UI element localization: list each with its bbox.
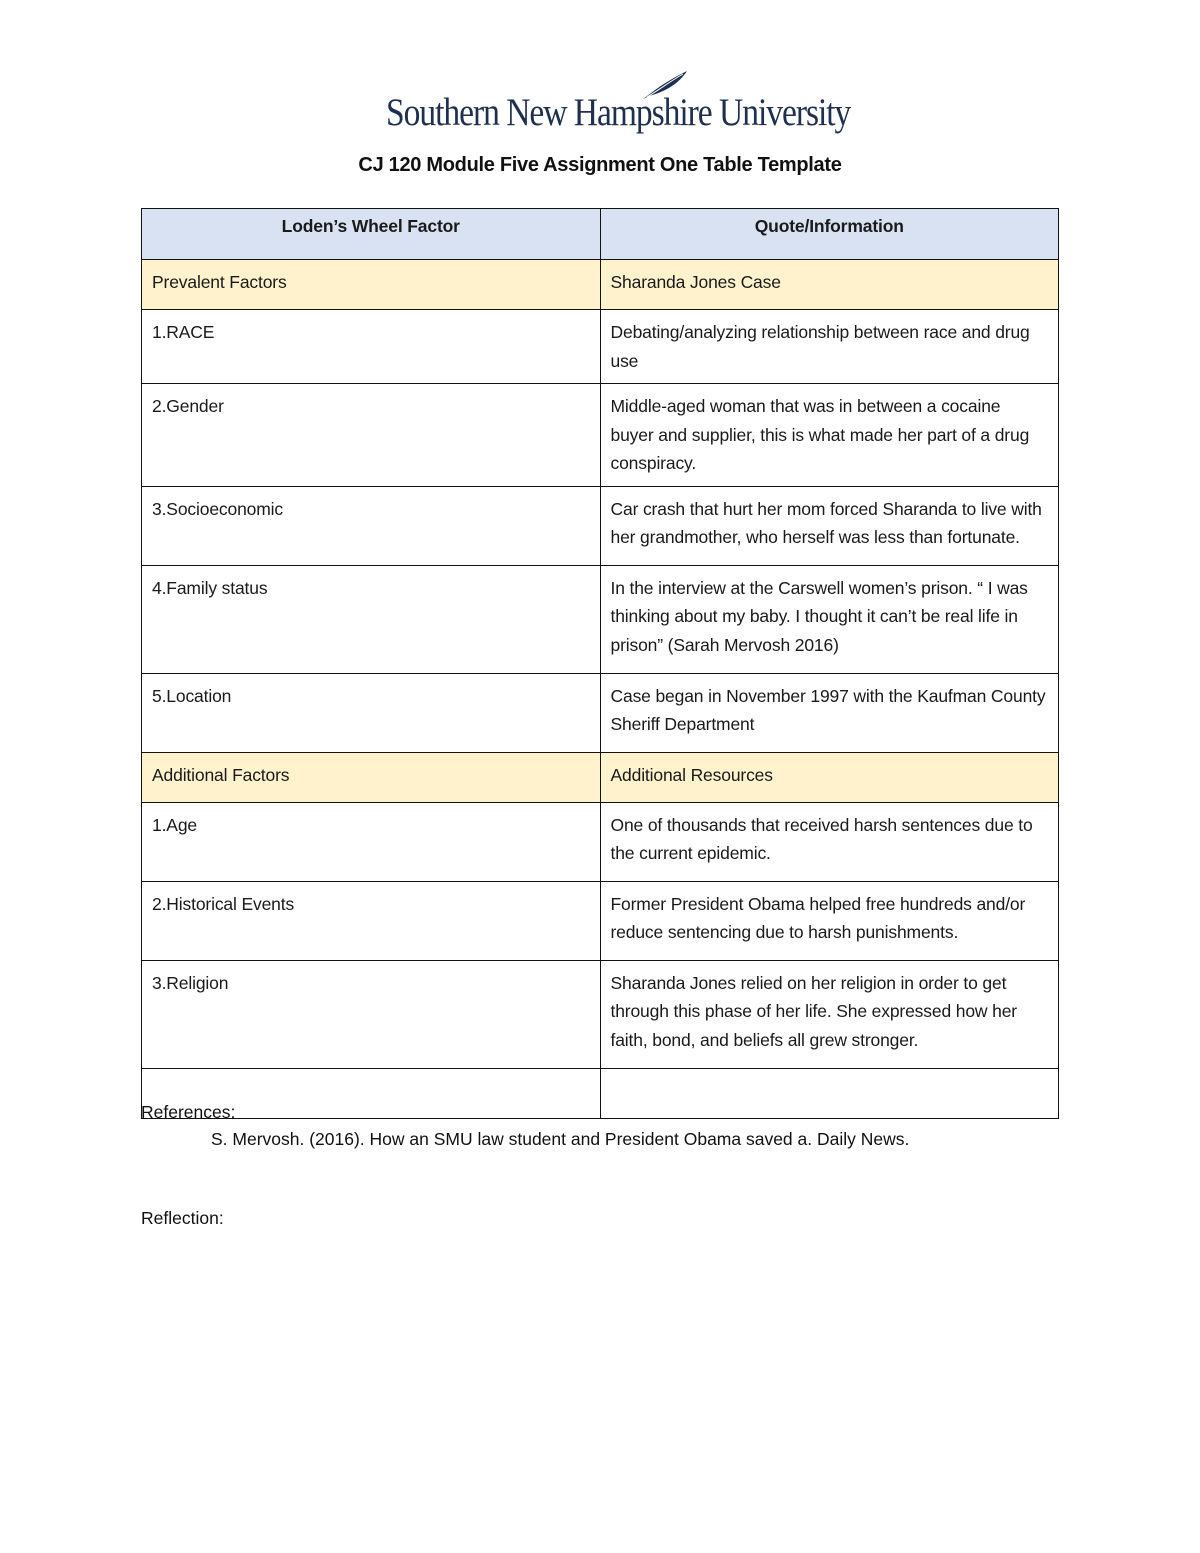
factor-cell: Additional Factors (142, 752, 601, 802)
reference-entry: S. Mervosh. (2016). How an SMU law student and President Obama saved a. Daily News. (211, 1129, 910, 1149)
university-logo (386, 70, 851, 140)
info-cell: One of thousands that received harsh sentences due to the current epidemic. (600, 802, 1059, 881)
factor-cell: 2.Historical Events (142, 881, 601, 960)
table-row (142, 486, 1059, 565)
table-row (142, 881, 1059, 960)
factor-cell: 4.Family status (142, 565, 601, 673)
table-header-row (142, 209, 1059, 260)
document-title: CJ 120 Module Five Assignment One Table Template (358, 154, 842, 176)
info-cell: Case began in November 1997 with the Kaufman County Sheriff Department (600, 673, 1059, 752)
info-cell: Middle-aged woman that was in between a cocaine buyer and supplier, this is what made her part of a drug conspiracy. (600, 384, 1059, 487)
factor-cell: 2.Gender (142, 384, 601, 487)
info-cell (600, 1068, 1059, 1118)
factor-cell: Prevalent Factors (142, 260, 601, 310)
table-row (142, 673, 1059, 752)
info-cell: Former President Obama helped free hundreds and/or reduce sentencing due to harsh punishments. (600, 881, 1059, 960)
references-label: References: (141, 1102, 236, 1122)
factor-cell: 1.RACE (142, 310, 601, 384)
factor-cell: 3.Socioeconomic (142, 486, 601, 565)
info-cell: Additional Resources (600, 752, 1059, 802)
table-row (142, 960, 1059, 1068)
info-cell: Car crash that hurt her mom forced Sharanda to live with her grandmother, who herself was less than fortunate. (600, 486, 1059, 565)
factor-cell: 3.Religion (142, 960, 601, 1068)
info-cell: Sharanda Jones Case (600, 260, 1059, 310)
logo-wordmark: Southern New Hampshire University (386, 91, 851, 134)
table-row (142, 260, 1059, 310)
info-cell: Debating/analyzing relationship between race and drug use (600, 310, 1059, 384)
reflection-label: Reflection: (141, 1208, 224, 1228)
column-header: Quote/Information (600, 209, 1059, 260)
table-row (142, 1068, 1059, 1118)
table-row (142, 802, 1059, 881)
factor-cell: 1.Age (142, 802, 601, 881)
table-row (142, 384, 1059, 487)
table-row (142, 752, 1059, 802)
info-cell: Sharanda Jones relied on her religion in order to get through this phase of her life. She expressed how her faith, bond, and beliefs all grew stronger. (600, 960, 1059, 1068)
factor-table (141, 208, 1059, 1119)
table-row (142, 310, 1059, 384)
info-cell: In the interview at the Carswell women’s prison. “ I was thinking about my baby. I thought it can’t be real life in prison” (Sarah Mervosh 2016) (600, 565, 1059, 673)
column-header: Loden’s Wheel Factor (142, 209, 601, 260)
table-row (142, 565, 1059, 673)
factor-cell: 5.Location (142, 673, 601, 752)
